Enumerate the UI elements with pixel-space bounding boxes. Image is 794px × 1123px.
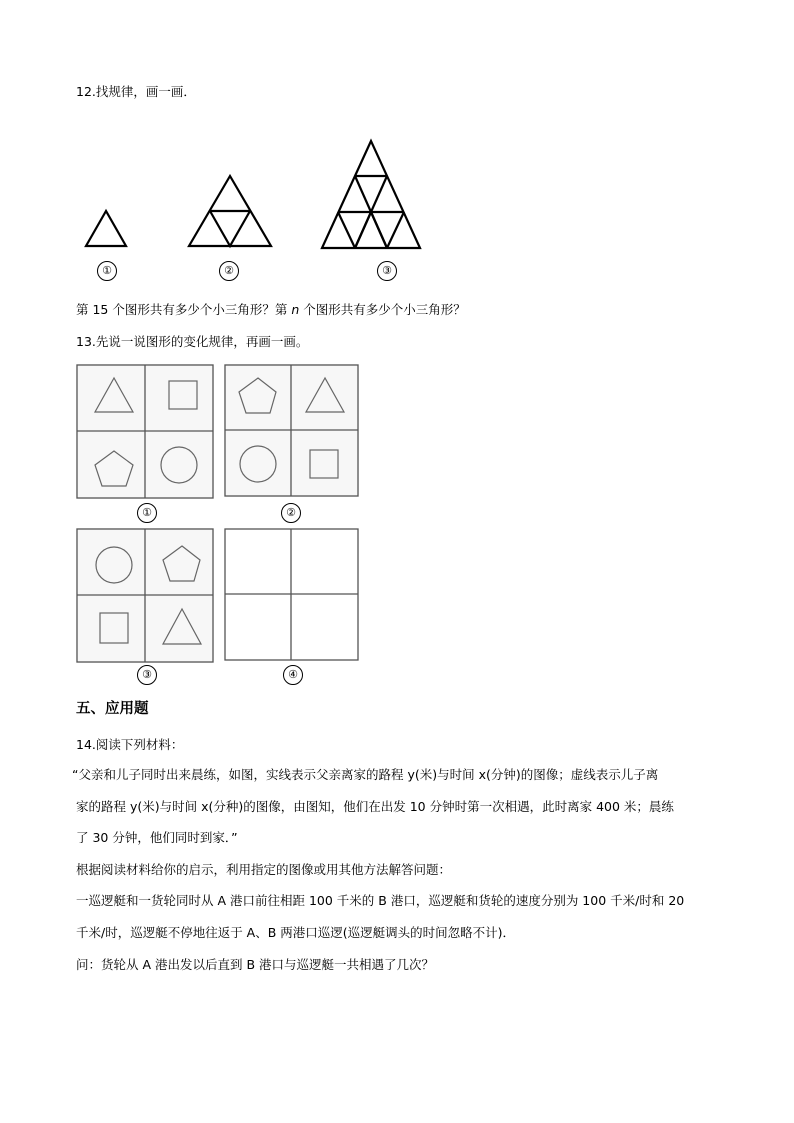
q14-instruction: 根据阅读材料给你的启示，利用指定的图像或用其他方法解答问题：: [76, 862, 452, 877]
q14-material-line-2: 家的路程 y(米)与时间 x(分种)的图像，由图知，他们在出发 10 分钟时第一次相遇，此时离家 400 米；晨练: [76, 799, 674, 814]
q13-title: 13.先说一说图形的变化规律，再画一画。: [76, 334, 309, 349]
q12-question: [76, 302, 466, 318]
q13-label-1: ①: [137, 503, 157, 523]
q14-material-line-1: “父亲和儿子同时出来晨练，如图，实线表示父亲离家的路程 y(米)与时间 x(分钟)的图像；虚线表示儿子离: [72, 767, 659, 782]
q12-question-variable: n: [291, 302, 300, 317]
q14-problem-line-2: 千米/时，巡逻艇不停地往返于 A、B 两港口巡逻(巡逻艇调头的时间忽略不计)．: [76, 925, 516, 940]
pattern-grid-2: [224, 364, 359, 497]
pattern-grid-1: [76, 364, 214, 499]
q12-label-2: ②: [219, 261, 239, 281]
q12-label-3: ③: [377, 261, 397, 281]
q14-material-line-3: 了 30 分钟，他们同时到家．”: [76, 830, 238, 845]
pattern-grid-4-empty[interactable]: [224, 528, 359, 661]
q12-question-prefix: 第 15 个图形共有多少个小三角形？第: [76, 302, 292, 317]
q12-title: 12.找规律，画一画．: [76, 84, 196, 99]
q12-label-1: ①: [97, 261, 117, 281]
q14-problem-line-1: 一巡逻艇和一货轮同时从 A 港口前往相距 100 千米的 B 港口，巡逻艇和货轮的速度分别为 100 千米/时和 20: [76, 893, 685, 908]
q13-label-3: ③: [137, 665, 157, 685]
triangle-figure-3: [0, 0, 794, 300]
section-heading: 五、应用题: [76, 701, 149, 717]
q13-label-2: ②: [281, 503, 301, 523]
q14-title: 14.阅读下列材料：: [76, 737, 184, 752]
q12-question-suffix: 个图形共有多少个小三角形？: [299, 302, 466, 317]
pattern-grid-3: [76, 528, 214, 663]
q13-label-4: ④: [283, 665, 303, 685]
q14-question: 问：货轮从 A 港出发以后直到 B 港口与巡逻艇一共相遇了几次？: [76, 957, 435, 972]
